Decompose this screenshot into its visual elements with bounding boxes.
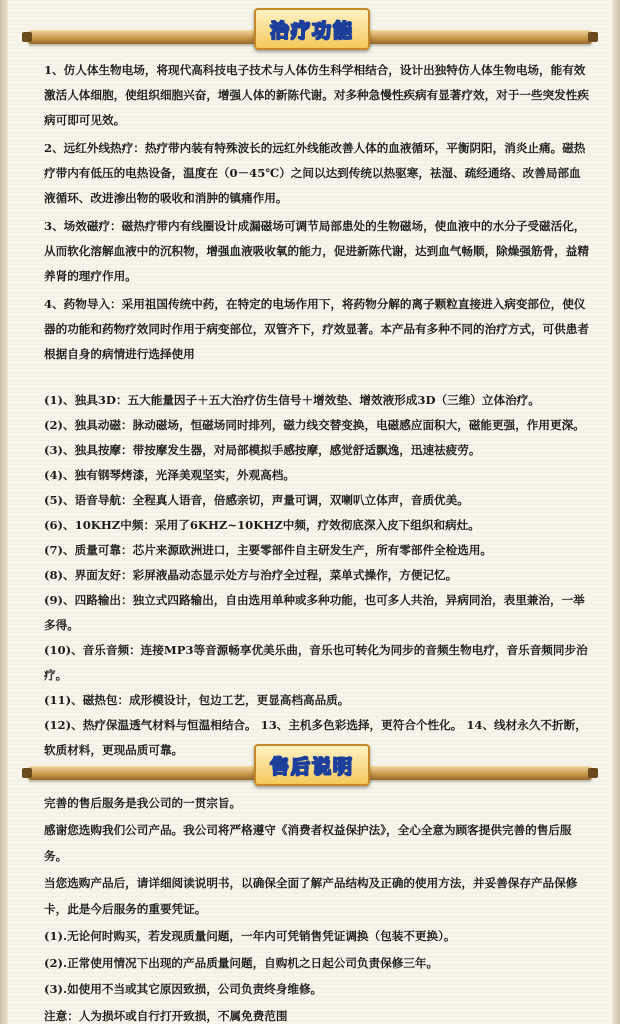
feature-number: (5)、 xyxy=(44,493,75,507)
feature-text: 四路输出：独立式四路输出，自由选用单种或多种功能，也可多人共治，异病同治，表里兼治，一举多得。 xyxy=(44,593,585,632)
banner-title-plate xyxy=(254,744,370,786)
feature-number: (10)、 xyxy=(44,643,83,657)
after-sales-body xyxy=(44,790,592,1024)
feature-text: 独具3D：五大能量因子＋五大治疗仿生信号＋增效垫、增效液形成3D（三维）立体治疗。 xyxy=(74,393,540,407)
feature-text: 磁热包：成形模设计，包边工艺，更显高档高品质。 xyxy=(82,693,350,707)
feature-text: 语音导航：全程真人语音，倍感亲切，声量可调，双喇叭立体声，音质优美。 xyxy=(74,493,469,507)
feature-text: 界面友好：彩屏液晶动态显示处方与治疗全过程，菜单式操作，方便记忆。 xyxy=(74,568,458,582)
after-sales-line: (2).正常使用情况下出现的产品质量问题，自购机之日起公司负责保修三年。 xyxy=(44,955,439,970)
after-sales-line: (3).如使用不当或其它原因致损，公司负责终身维修。 xyxy=(44,982,323,997)
feature-item xyxy=(44,463,592,488)
feature-number: (12)、 xyxy=(44,718,83,732)
after-sales-title: 售后说明 xyxy=(269,755,354,778)
feature-number: (7)、 xyxy=(44,543,75,557)
treatment-title: 治疗功能 xyxy=(269,19,354,42)
treatment-banner xyxy=(0,0,620,56)
treatment-paragraph: 4、药物导入：采用祖国传统中药，在特定的电场作用下，将药物分解的离子颗粒直接进入病变部位，使仪器的功能和药物疗效同时作用于病变部位，双管齐下，疗效显著。本产品有多种不同的治疗方式，可供患者根据自身的病情进行选择使用 xyxy=(44,297,589,361)
treatment-paragraph: 1、仿人体生物电场，将现代高科技电子技术与人体仿生科学相结合，设计出独特仿人体生物电场，能有效激活人体细胞，使组织细胞兴奋，增强人体的新陈代谢。对多种急慢性疾病有显著疗效，对于一些突发性疾病可即可见效。 xyxy=(44,63,589,127)
after-sales-note: 注意：人为损坏或自行打开致损，不属免费范围 xyxy=(44,1008,288,1023)
frame-right-border xyxy=(612,0,620,1024)
treatment-paragraph: 2、远红外线热疗：热疗带内装有特殊波长的远红外线能改善人体的血液循环，平衡阴阳，消炎止痛。磁热疗带内有低压的电热设备，温度在（0－45℃）之间以达到传统以热驱寒，祛湿、疏经通络、改善局部血液循环、改进渗出物的吸收和消肿的镇痛作用。 xyxy=(44,141,586,205)
feature-number: (9)、 xyxy=(44,593,75,607)
feature-number: (1)、 xyxy=(44,393,75,407)
feature-item xyxy=(44,438,592,463)
feature-item xyxy=(44,688,592,713)
feature-text: 音乐音频：连接MP3等音源畅享优美乐曲，音乐也可转化为同步的音频生物电疗，音乐音频同步治疗。 xyxy=(44,643,588,682)
feature-number: (4)、 xyxy=(44,468,75,482)
after-sales-banner xyxy=(0,736,620,792)
feature-list xyxy=(44,388,592,763)
after-sales-line: 当您选购产品后，请详细阅读说明书，以确保全面了解产品结构及正确的使用方法，并妥善保存产品保修卡，此是今后服务的重要凭证。 xyxy=(44,875,578,917)
feature-item xyxy=(44,513,592,538)
treatment-body xyxy=(44,58,592,763)
feature-item xyxy=(44,563,592,588)
feature-number: (8)、 xyxy=(44,568,75,582)
feature-number: (11)、 xyxy=(44,693,83,707)
feature-number: (3)、 xyxy=(44,443,75,457)
feature-text: 独有钢琴烤漆，光泽美观坚实，外观高档。 xyxy=(74,468,295,482)
feature-text: 10KHZ中频：采用了6KHZ~10KHZ中频，疗效彻底深入皮下组织和病灶。 xyxy=(74,518,480,532)
feature-item xyxy=(44,638,592,688)
feature-number: (6)、 xyxy=(44,518,75,532)
feature-text: 独具动磁：脉动磁场，恒磁场同时排列，磁力线交替变换，电磁感应面积大，磁能更强，作用更深。 xyxy=(74,418,585,432)
feature-item xyxy=(44,488,592,513)
after-sales-line: (1).无论何时购买，若发现质量问题，一年内可凭销售凭证调换（包装不更换）。 xyxy=(44,928,456,943)
treatment-paragraph: 3、场效磁疗：磁热疗带内有线圈设计成漏磁场可调节局部患处的生物磁场，使血液中的水分子受磁活化，从而软化溶解血液中的沉积物，增强血液吸收氧的能力，促进新陈代谢，达到血气畅顺，除燥强筋骨，益精养肾的理疗作用。 xyxy=(44,219,589,283)
feature-item xyxy=(44,388,592,413)
feature-item xyxy=(44,413,592,438)
frame-left-border xyxy=(0,0,8,1024)
feature-text: 独具按摩：带按摩发生器，对局部模拟手感按摩，感觉舒适飘逸，迅速祛疲劳。 xyxy=(74,443,481,457)
feature-item xyxy=(44,588,592,638)
feature-number: (2)、 xyxy=(44,418,75,432)
after-sales-line: 感谢您选购我们公司产品。我公司将严格遵守《消费者权益保护法》，全心全意为顾客提供完善的售后服务。 xyxy=(44,822,572,864)
feature-text: 质量可靠：芯片来源欧洲进口，主要零部件自主研发生产，所有零部件全检选用。 xyxy=(74,543,493,557)
banner-title-plate xyxy=(254,8,370,50)
feature-item xyxy=(44,538,592,563)
feature-text: 热疗保温透气材料与恒温相结合。 13、主机多色彩选择，更符合个性化。 14、线材永久不折断，软质材料，更现品质可靠。 xyxy=(44,718,587,757)
after-sales-line: 完善的售后服务是我公司的一贯宗旨。 xyxy=(44,796,242,810)
